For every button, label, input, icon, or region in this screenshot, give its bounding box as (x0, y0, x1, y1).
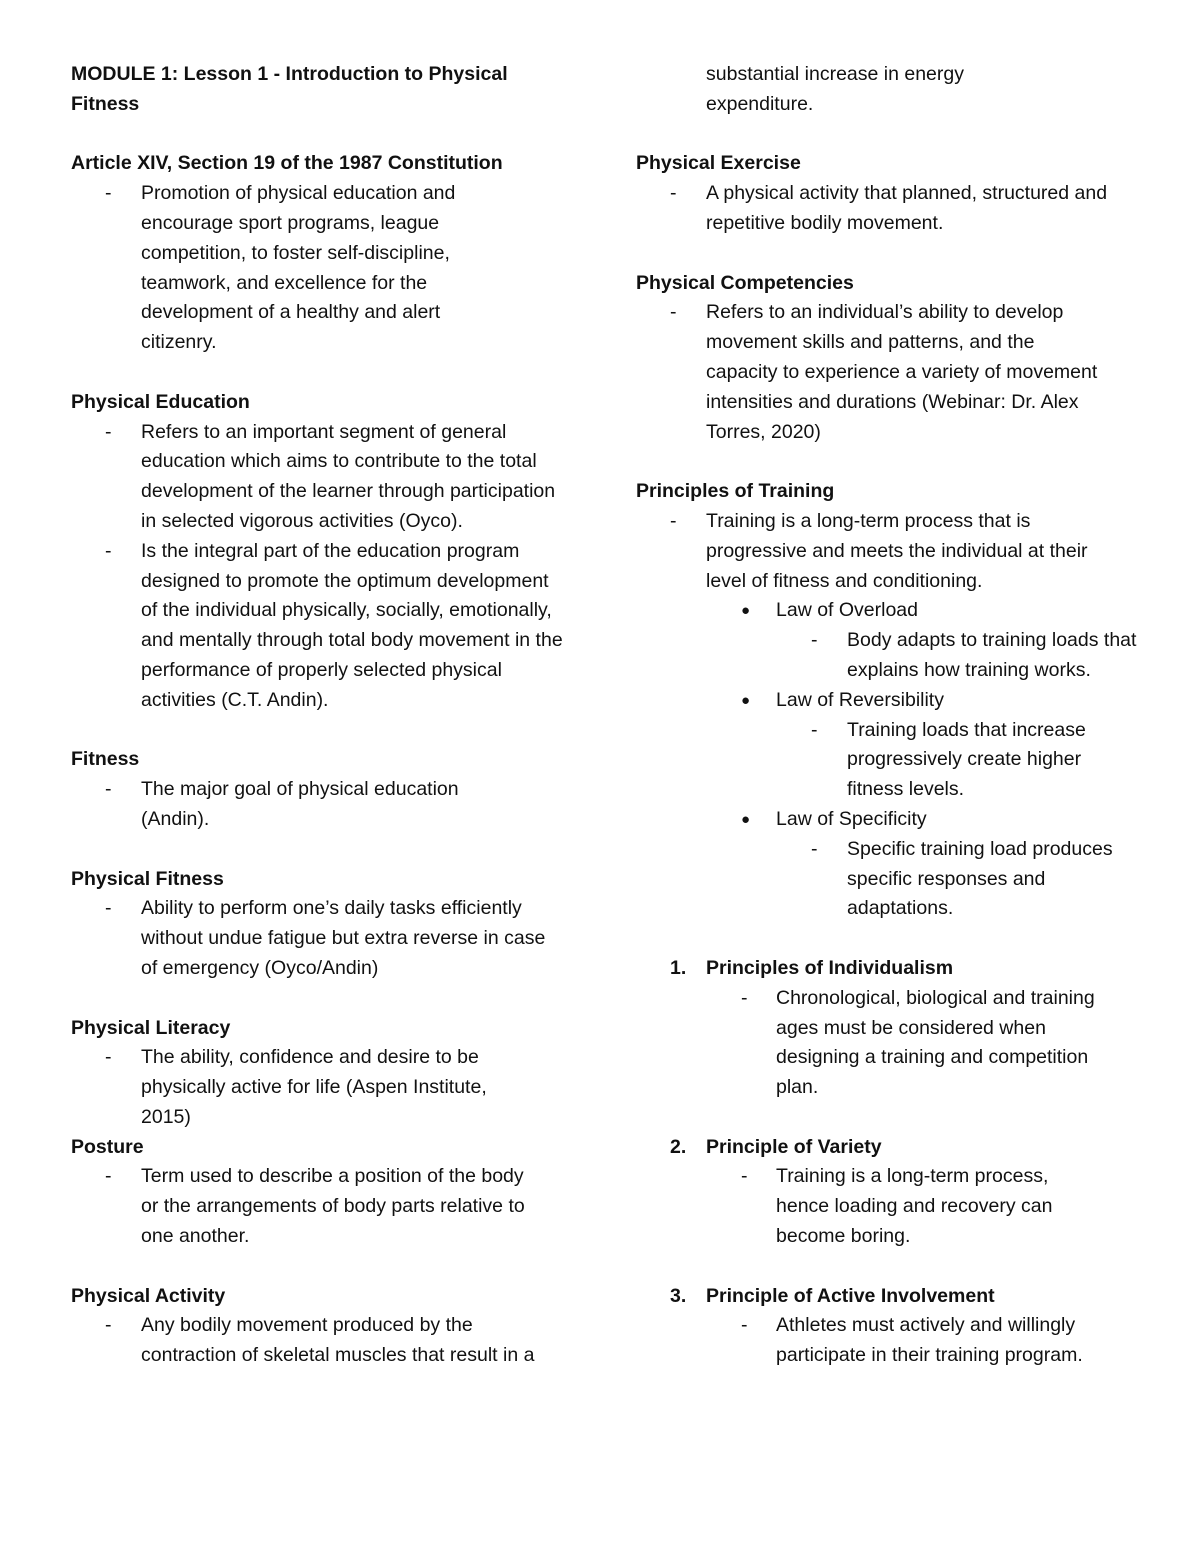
dash-marker: - (741, 1314, 748, 1337)
principle-heading (636, 1282, 1136, 1312)
dash-marker: - (105, 1314, 112, 1337)
article-heading: Article XIV, Section 19 of the 1987 Constitution (71, 152, 503, 175)
dash-marker: - (105, 778, 112, 801)
law-item (636, 686, 1136, 716)
physical-exercise-item (636, 179, 1116, 239)
law-desc (636, 626, 1137, 686)
module-title: MODULE 1: Lesson 1 - Introduction to Physical Fitness (71, 63, 508, 115)
principles-training-heading: Principles of Training (636, 480, 835, 503)
principle-title: Principles of Individualism (706, 956, 954, 979)
fitness-heading: Fitness (71, 748, 140, 771)
physical-activity-heading: Physical Activity (71, 1284, 226, 1307)
physical-activity-item-text: Any bodily movement produced by the contraction of skeletal muscles that result in a (141, 1314, 535, 1367)
dash-marker: - (670, 301, 677, 324)
physical-education-heading: Physical Education (71, 390, 250, 413)
physical-education-item-text: Is the integral part of the education program designed to promote the optimum development of the individual physically, socially, emotionally, and mentally through total body movement in the performance of properly selected physical activities (C.T. Andin). (141, 539, 563, 711)
law-desc-text: Training loads that increase progressively create higher fitness levels. (847, 718, 1086, 801)
article-item-text: Promotion of physical education and encourage sport programs, league competition, to foster self-discipline, teamwork, and excellence for the development of a healthy and alert citizenry. (141, 182, 456, 354)
physical-activity-item (71, 1311, 556, 1371)
principle-desc (636, 1162, 1096, 1251)
physical-activity-continuation: substantial increase in energy expenditure. (706, 63, 964, 115)
dash-marker: - (670, 182, 677, 205)
physical-exercise-heading: Physical Exercise (636, 152, 801, 175)
principle-desc (636, 984, 1106, 1103)
posture-heading: Posture (71, 1135, 144, 1158)
dash-marker: - (105, 539, 112, 562)
principles-training-intro-text: Training is a long-term process that is progressive and meets the individual at their level of fitness and conditioning. (706, 509, 1088, 592)
dash-marker: - (105, 1165, 112, 1188)
principle-number: 1. (670, 956, 687, 979)
dash-marker: - (811, 718, 818, 741)
article-item (71, 179, 501, 358)
physical-competencies-heading: Physical Competencies (636, 271, 854, 294)
dash-marker: - (811, 837, 818, 860)
physical-fitness-item-text: Ability to perform one’s daily tasks efficiently without undue fatigue but extra reverse in case of emergency (Oyco/Andin) (141, 897, 546, 979)
physical-exercise-item-text: A physical activity that planned, structured and repetitive bodily movement. (706, 182, 1108, 234)
dash-marker: - (105, 1046, 112, 1069)
principle-title: Principle of Active Involvement (706, 1284, 995, 1307)
law-item (636, 805, 1136, 835)
dash-marker: - (105, 897, 112, 920)
bullet-marker: ● (741, 691, 751, 709)
physical-education-item (71, 537, 566, 716)
physical-education-item (71, 418, 559, 537)
principle-desc-text: Athletes must actively and willingly participate in their training program. (776, 1314, 1083, 1367)
law-desc (636, 835, 1137, 924)
dash-marker: - (105, 420, 112, 443)
fitness-item (71, 775, 521, 835)
physical-competencies-item-text: Refers to an individual’s ability to develop movement skills and patterns, and the capacity to experience a variety of movement intensities and durations (Webinar: Dr. Alex Torres, 2020) (706, 301, 1098, 443)
law-desc-text: Specific training load produces specific responses and adaptations. (847, 837, 1113, 920)
physical-competencies-item (636, 298, 1106, 447)
principle-number: 3. (670, 1284, 687, 1307)
physical-fitness-item (71, 894, 559, 983)
principle-number: 2. (670, 1135, 687, 1158)
principle-title: Principle of Variety (706, 1135, 882, 1158)
principle-desc (636, 1311, 1126, 1371)
law-name: Law of Reversibility (776, 688, 944, 711)
posture-item (71, 1162, 541, 1251)
principle-heading (636, 954, 1136, 984)
dash-marker: - (741, 1165, 748, 1188)
dash-marker: - (670, 509, 677, 532)
law-name: Law of Specificity (776, 807, 927, 830)
principle-desc-text: Training is a long-term process, hence loading and recovery can become boring. (776, 1165, 1053, 1248)
dash-marker: - (811, 629, 818, 652)
physical-fitness-heading: Physical Fitness (71, 867, 224, 890)
dash-marker: - (105, 182, 112, 205)
physical-literacy-item (71, 1043, 541, 1132)
principle-desc-text: Chronological, biological and training ages must be considered when designing a training and competition plan. (776, 986, 1095, 1099)
principle-heading (636, 1133, 1136, 1163)
dash-marker: - (741, 986, 748, 1009)
principles-training-intro (636, 507, 1131, 596)
law-desc-text: Body adapts to training loads that explains how training works. (847, 629, 1137, 681)
posture-item-text: Term used to describe a position of the body or the arrangements of body parts relative to one another. (141, 1165, 525, 1248)
fitness-item-text: The major goal of physical education (Andin). (141, 778, 459, 830)
bullet-marker: ● (741, 810, 751, 828)
physical-literacy-heading: Physical Literacy (71, 1016, 231, 1039)
left-column (71, 60, 571, 1371)
right-column (636, 60, 1136, 1371)
law-item (636, 596, 1136, 626)
law-desc (636, 716, 1137, 805)
law-name: Law of Overload (776, 599, 918, 622)
physical-education-item-text: Refers to an important segment of general education which aims to contribute to the total development of the learner through participation in selected vigorous activities (Oyco). (141, 420, 556, 532)
bullet-marker: ● (741, 602, 751, 620)
physical-literacy-item-text: The ability, confidence and desire to be physically active for life (Aspen Institute, 2015) (141, 1046, 487, 1128)
